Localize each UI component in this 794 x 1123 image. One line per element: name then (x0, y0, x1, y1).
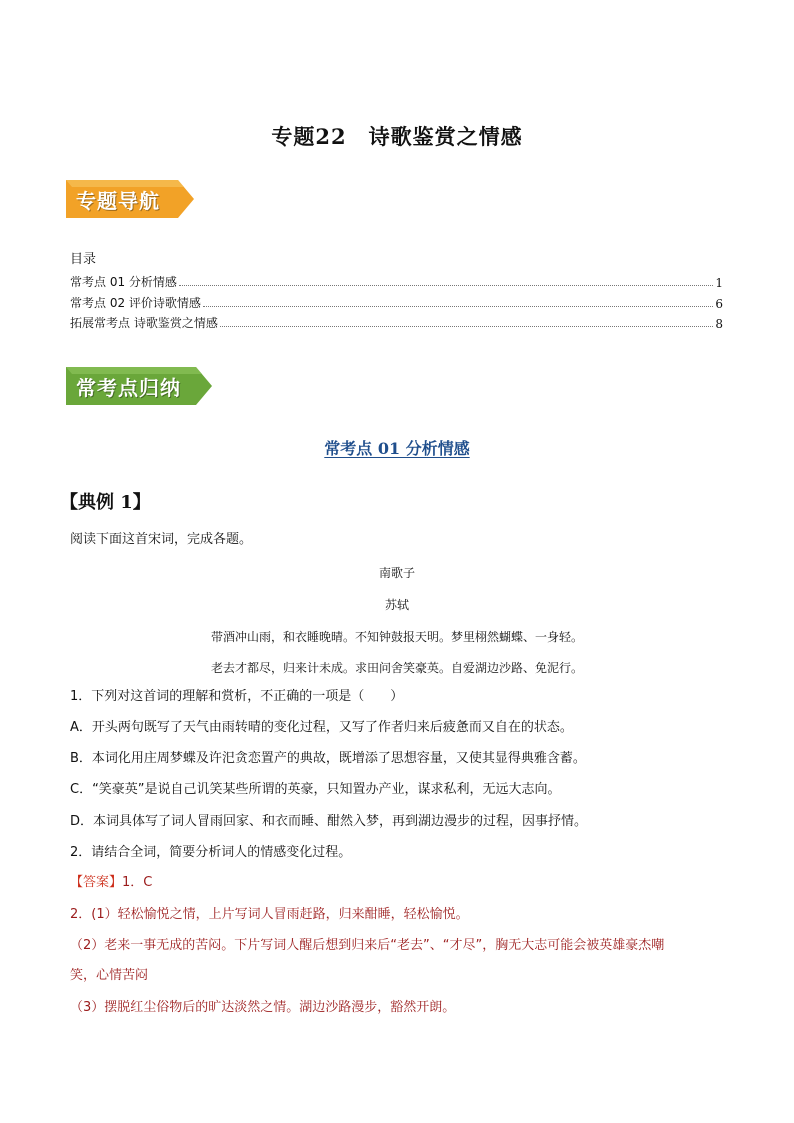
answer-line (70, 873, 740, 893)
answer-q2-part2-cont: 笑，心情苦闷 (70, 968, 149, 983)
poem-line: 带酒冲山雨，和衣睡晚晴。不知钟鼓报天明。梦里栩然蝴蝶、一身轻。 (210, 630, 583, 644)
answer-label: 【答案】 (70, 875, 123, 890)
section-title-link[interactable]: 常考点 01 分析情感 (324, 439, 470, 458)
banner-summary (66, 367, 216, 405)
toc-leader-dots (220, 326, 714, 327)
poem-line: 老去才都尽，归来计未成。求田问舍笑豪英。自爱湖边沙路、免泥行。 (210, 661, 583, 675)
banner-topic-nav (66, 180, 196, 218)
answer-q2-part2: （2）老来一事无成的苦闷。下片写词人醒后想到归来后“老去”、“才尽”，胸无大志可能会被英雄豪杰嘲 (70, 938, 665, 953)
option-c: C．“笑豪英”是说自己讥笑某些所谓的英豪，只知置办产业，谋求私利，无远大志向。 (70, 782, 561, 797)
example-label: 【典例 1】 (60, 492, 151, 513)
document-title: 专题22 诗歌鉴赏之情感 (271, 124, 523, 149)
toc-item-label: 拓展常考点 诗歌鉴赏之情感 (70, 316, 218, 330)
answer-q1: 1．C (122, 875, 153, 890)
poem-author: 苏轼 (384, 598, 409, 612)
toc-item[interactable] (70, 272, 723, 290)
poem-title: 南歌子 (378, 566, 415, 580)
toc-item-page: 1 (715, 276, 723, 290)
option-a: A．开头两句既写了天气由雨转晴的变化过程，又写了作者归来后疲惫而又自在的状态。 (70, 720, 573, 735)
option-d: D．本词具体写了词人冒雨回家、和衣而睡、酣然入梦，再到湖边漫步的过程，因事抒情。 (70, 814, 588, 829)
toc-heading: 目录 (70, 252, 97, 267)
toc-leader-dots (179, 285, 713, 286)
intro-text: 阅读下面这首宋词，完成各题。 (70, 532, 253, 547)
answer-q2-part1: 2．(1）轻松愉悦之情，上片写词人冒雨赶路，归来酣睡，轻松愉悦。 (70, 907, 469, 922)
question-2: 2．请结合全词，简要分析词人的情感变化过程。 (70, 845, 352, 860)
toc-item[interactable] (70, 293, 723, 311)
option-b: B．本词化用庄周梦蝶及许汜贪恋置产的典故，既增添了思想容量，又使其显得典雅含蓄。 (70, 751, 586, 766)
question-1: 1．下列对这首词的理解和赏析，不正确的一项是（ ） (70, 689, 404, 704)
section-title[interactable] (0, 436, 794, 459)
banner-summary-text: 常考点归纳 (76, 376, 181, 400)
banner-topic-nav-text: 专题导航 (76, 189, 160, 213)
toc-leader-dots (203, 306, 713, 307)
toc-item-label: 常考点 02 评价诗歌情感 (70, 296, 201, 310)
toc-item-page: 6 (715, 297, 723, 311)
toc-item[interactable] (70, 313, 723, 331)
toc-item-label: 常考点 01 分析情感 (70, 275, 177, 289)
toc-item-page: 8 (715, 317, 723, 331)
answer-q2-part3: （3）摆脱红尘俗物后的旷达淡然之情。湖边沙路漫步，豁然开朗。 (70, 1000, 456, 1015)
